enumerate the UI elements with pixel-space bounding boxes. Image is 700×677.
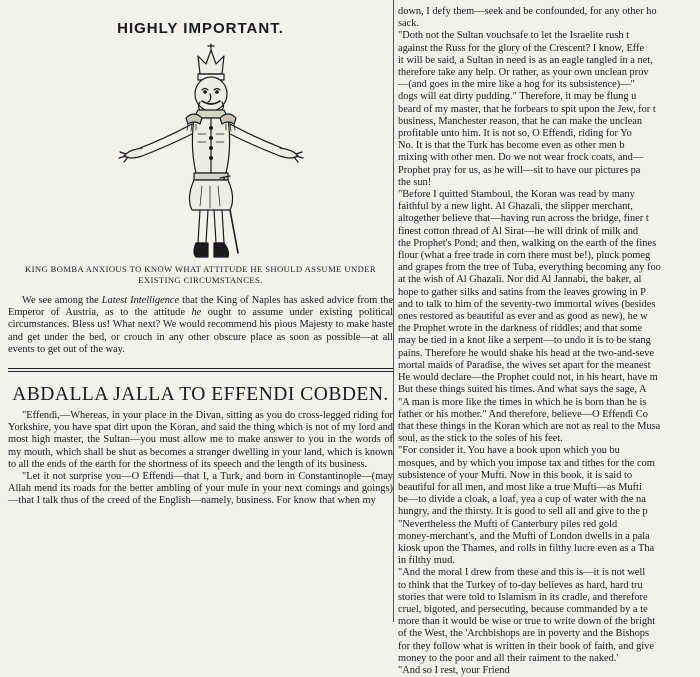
right-text-line: flour (what a free trade in corn there must be!), pluck pomeg <box>398 250 651 262</box>
right-text-line: finest cotton thread of Al Sirat—he will drink of milk and <box>398 225 639 237</box>
right-text-line: to think that the Turkey of to-day believes as hard, hard tru <box>398 579 643 591</box>
right-text-line: soul, as the stick to the soles of his feet. <box>398 433 563 445</box>
right-text-line: profitable unto him. It is not so, O Effendi, riding for Yo <box>398 128 632 140</box>
right-text-line: Prophet pray for us, as he will—sit to have our pictures pa <box>398 164 641 176</box>
right-text-line: faithful by a new light. Al Ghazali, the slipper merchant, <box>398 201 633 213</box>
right-text-line: that these things in the Koran which are not as real to the Musa <box>398 420 661 432</box>
right-text-line: mosques, and by which you impose tax and tithes for the com <box>398 457 655 469</box>
right-text-line: may be tied in a knot like a serpent—to undo it is to be stang <box>398 335 651 347</box>
right-text-line: of the West, the 'Archbishops are in poverty and the Bishops <box>398 628 650 640</box>
right-text-line: the Prophet's Pond; and then, walking on the earth of the fines <box>398 237 657 249</box>
right-text-line: kiosk upon the Thames, and rolls in filthy lucre even as a Tha <box>398 542 655 554</box>
right-text-line: it will be said, a Sultan in need is as an eagle tangled in a net, <box>398 54 653 66</box>
right-text-line: subsistence of your Mufti. Now in this book, it is said to <box>398 469 633 481</box>
right-article-body <box>398 6 700 677</box>
right-text-line: mixing with other men. Do we not wear frock coats, and— <box>398 152 644 164</box>
right-text-line: beard of my master, that he forbears to spit upon the Jew, for t <box>398 103 656 115</box>
right-text-line: business, Manchester reason, that he can make the unclean <box>398 115 643 127</box>
section-title: ABDALLA JALLA TO EFFENDI COBDEN. <box>12 384 389 405</box>
right-text-line: therefore take any help. Or rather, as your own unclean prov <box>398 67 649 79</box>
right-text-line: more than it would be wise or true to write down of the bright <box>398 616 656 628</box>
right-text-line: against the Russ for the glory of the Crescent? I know, Effe <box>398 42 645 54</box>
right-text-line: hungry, and the thirsty. It is good to sell all and give to the p <box>398 506 648 518</box>
column-rule <box>393 0 394 622</box>
right-text-line: sack. <box>398 18 420 30</box>
left-paragraph: "Effendi,—Whereas, in your place in the Divan, sitting as you do cross-legged riding for Yorkshire, you have spat dirt upon the Koran, and said the thing which is not of my lord and most high master, the Sultan—you must allow me to make answer to you in the words of my mouth, which shall be shut as becomes a stranger dwelling in your land, which is known to all the ends of the earth for the shortness of its speech and the length of its business. <box>8 410 393 470</box>
headline: HIGHLY IMPORTANT. <box>117 20 284 37</box>
right-column <box>398 0 700 676</box>
right-text-line: dogs will eat dirty pudding." Therefore, it may be flung u <box>398 91 637 103</box>
intro-text-3: ought to assume under existing political circumstances. Bless us! What next? We would recommend his pious Majesty to make haste and get under the bed, or crouch in any other obscure place as soon as possible—at all events to get out of the way. <box>8 307 393 355</box>
right-text-line: down, I defy them—seek and be confounded, for any other ho <box>398 6 657 17</box>
right-text-line: "Nevertheless the Mufti of Canterbury piles red gold <box>398 518 618 530</box>
section-divider-top <box>8 368 393 369</box>
right-text-line: father or his mother." And therefore, believe—O Effendi Co <box>398 408 648 420</box>
right-text-line: the Prophet wrote in the darkness of riddles; and that some <box>398 323 643 335</box>
intro-paragraph <box>8 295 393 356</box>
right-text-line: and to talk to him of the seventy-two immortal wives (besides <box>398 298 656 310</box>
illustration-caption: KING BOMBA ANXIOUS TO KNOW WHAT ATTITUDE HE SHOULD ASSUME UNDER EXISTING CIRCUMSTANCES. <box>25 264 376 285</box>
king-bomba-caricature-illustration <box>106 38 316 270</box>
right-text-line: But these things suited his times. And what says the sage, A <box>398 384 647 396</box>
right-text-line: and grapes from the tree of Tuba, everything becoming any foo <box>398 262 661 274</box>
right-text-line: be—to divide a cloak, a loaf, yea a cup of water with the na <box>398 494 646 506</box>
right-text-line: beautiful for all men, and most like a true Mufti—as Mufti <box>398 481 642 493</box>
right-text-line: stories that were told to Islamism in its cradle, and therefore <box>398 591 648 603</box>
right-text-line: "Doth not the Sultan vouchsafe to let the Israelite rush t <box>398 30 630 42</box>
right-text-line: for they follow what is written in their book of faith, and give <box>398 640 654 652</box>
right-text-line: "And so I rest, your Friend <box>398 664 510 676</box>
right-text-line: He would declare—the Prophet could not, in his heart, have m <box>398 372 658 384</box>
right-text-line: altogether believe that—having run across the bridge, finer t <box>398 213 649 225</box>
right-text-line: ones restored as beautiful as ever and as good as new), he w <box>398 311 648 323</box>
right-text-line: money to the poor and all their raiment to the naked.' <box>398 652 619 664</box>
right-text-line: —(and goes in the mire like a hog for its subsistence)—" <box>398 79 635 91</box>
intro-text-1: We see among the <box>22 295 102 306</box>
right-text-line: "For consider it. You have a book upon which you bu <box>398 445 620 457</box>
left-paragraph: "Let it not surprise you—O Effendi—that I, a Turk, and born in Constantinople—(may Allah mend its roads for the better ambling of your mule in your next comings and goings)—that I talk thus of the creed of the English—namely, business. For know that when my <box>8 471 393 507</box>
left-column <box>8 0 393 622</box>
right-text-line: mortal maids of Paradise, the wives set apart for the meanest <box>398 359 651 371</box>
right-text-line: in filthy mud. <box>398 555 455 567</box>
right-text-line: cruel, bigoted, and persecuting, because commanded by a te <box>398 603 648 615</box>
right-text-line: hope to gather silks and satins from the leaves growing in P <box>398 286 646 298</box>
right-text-line: the sun! <box>398 176 432 188</box>
right-text-line: No. It is that the Turk has become even as other men b <box>398 140 625 152</box>
right-text-line: "A man is more like the times in which he is born than he is <box>398 396 647 408</box>
intro-text-2: that the King of Naples has asked advice from the Emperor of Austria, as to the attitude <box>8 295 393 319</box>
intro-emphasis-1: Latest Intelligence <box>101 295 180 306</box>
intro-emphasis-2: he <box>191 307 202 319</box>
right-text-line: "Before I quitted Stamboul, the Koran was read by many <box>398 189 635 201</box>
right-text-line: at the wish of Al Ghazali. Nor did Al Jannabi, the baker, al <box>398 274 642 286</box>
right-text-line: money-merchant's, and the Mufti of London dwells in a pala <box>398 530 650 542</box>
right-text-line: "And the moral I drew from these and this is—it is not well <box>398 567 646 579</box>
section-divider-bottom <box>8 371 393 372</box>
left-article-body <box>8 410 393 508</box>
right-text-line: pains. Therefore he would shake his head at the two-and-seve <box>398 347 655 359</box>
